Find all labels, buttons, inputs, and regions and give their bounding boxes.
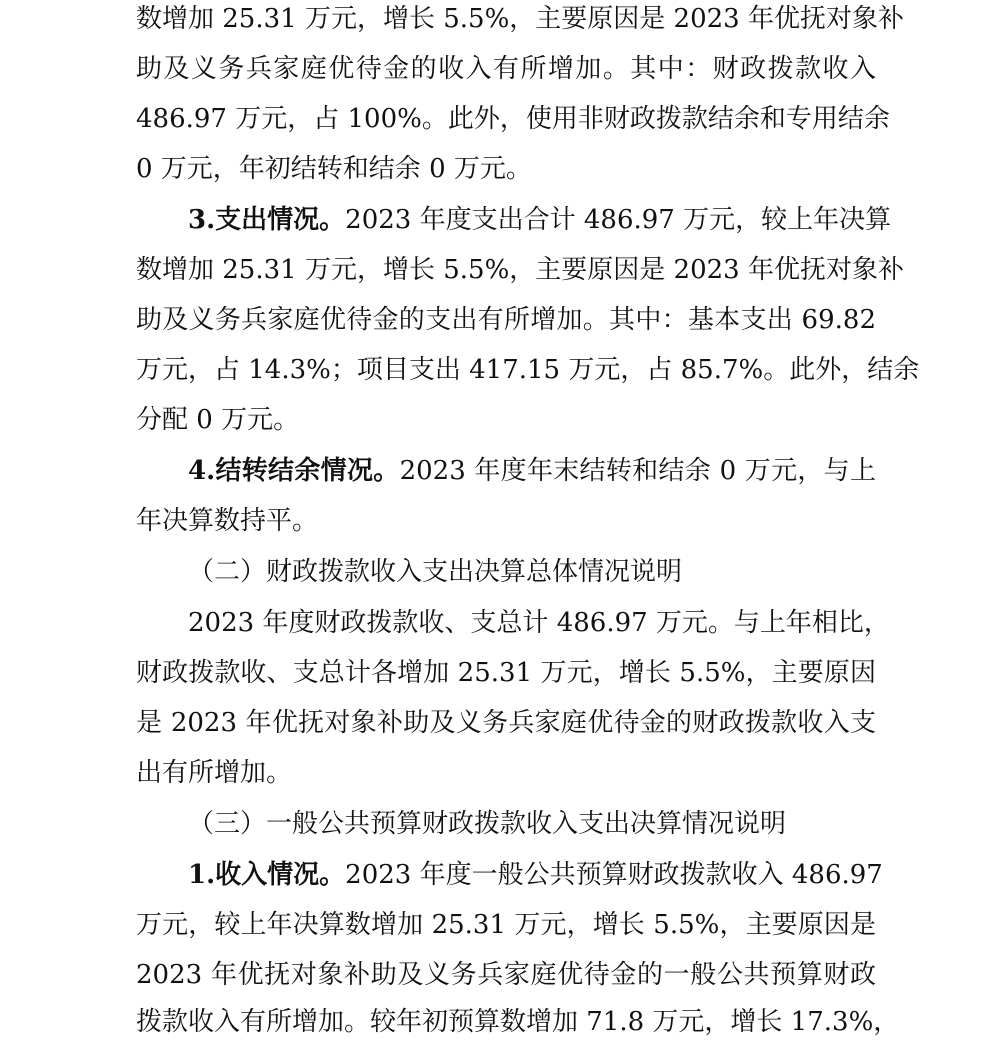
- paragraph-line: 数增加 25.31 万元，增长 5.5%，主要原因是 2023 年优抚对象补: [136, 4, 904, 34]
- section-4-lead: 4.结转结余情况。: [188, 456, 400, 486]
- sub-1-first-line: [188, 853, 883, 897]
- paragraph-first-line: 2023 年度财政拨款收、支总计 486.97 万元。与上年相比，: [188, 608, 890, 638]
- paragraph-line: 助及义务兵家庭优待金的收入有所增加。其中：财政拨款收入: [136, 54, 876, 84]
- paragraph-line: 486.97 万元，占 100%。此外，使用非财政拨款结余和专用结余: [136, 104, 890, 134]
- section-3-lead: 3.支出情况。: [188, 205, 346, 235]
- paragraph-line: 拨款收入有所增加。较年初预算数增加 71.8 万元，增长 17.3%，: [136, 1007, 900, 1037]
- section-3-first-line: [188, 198, 892, 242]
- section-4-first-line-text: 2023 年度年末结转和结余 0 万元，与上: [399, 456, 876, 486]
- paragraph-line: 助及义务兵家庭优待金的支出有所增加。其中：基本支出 69.82: [136, 305, 876, 335]
- paragraph-line: 万元，较上年决算数增加 25.31 万元，增长 5.5%，主要原因是: [136, 910, 876, 940]
- paragraph-line: 2023 年优抚对象补助及义务兵家庭优待金的一般公共预算财政: [136, 960, 876, 990]
- paragraph-line: 0 万元，年初结转和结余 0 万元。: [136, 154, 532, 184]
- paragraph-line: 财政拨款收、支总计各增加 25.31 万元，增长 5.5%，主要原因: [136, 658, 876, 688]
- section-heading-3: （三）一般公共预算财政拨款收入支出决算情况说明: [188, 809, 787, 839]
- section-4-first-line: [188, 449, 876, 493]
- paragraph-line: 数增加 25.31 万元，增长 5.5%，主要原因是 2023 年优抚对象补: [136, 255, 904, 285]
- paragraph-line: 是 2023 年优抚对象补助及义务兵家庭优待金的财政拨款收入支: [136, 708, 876, 738]
- section-3-first-line-text: 2023 年度支出合计 486.97 万元，较上年决算: [345, 205, 892, 235]
- paragraph-line: 出有所增加。: [136, 758, 293, 788]
- paragraph-line: 年决算数持平。: [136, 506, 319, 536]
- sub-1-lead: 1.收入情况。: [188, 860, 346, 890]
- paragraph-line: 万元，占 14.3%；项目支出 417.15 万元，占 85.7%。此外，结余: [136, 355, 920, 385]
- paragraph-line: 分配 0 万元。: [136, 405, 300, 435]
- section-heading-2: （二）财政拨款收入支出决算总体情况说明: [188, 557, 683, 587]
- sub-1-first-line-text: 2023 年度一般公共预算财政拨款收入 486.97: [345, 860, 883, 890]
